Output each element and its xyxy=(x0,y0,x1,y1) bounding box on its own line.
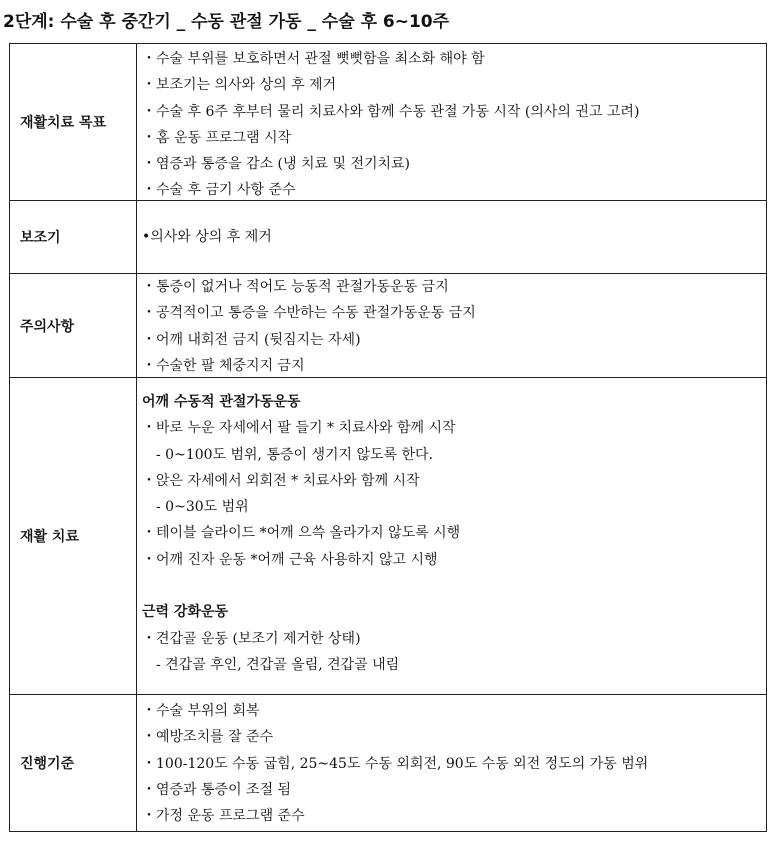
list-item: ・테이블 슬라이드 *어깨 으쓱 올라가지 않도록 시행 xyxy=(142,525,461,542)
list-item: ・공격적이고 통증을 수반하는 수동 관절가동운동 금지 xyxy=(142,305,476,322)
list-item: ・바로 누운 자세에서 팔 들기 * 치료사와 함께 시작 xyxy=(142,420,456,437)
list-item: ・예방조치를 잘 준수 xyxy=(142,729,274,746)
list-item: ・홈 운동 프로그램 시작 xyxy=(142,129,292,146)
table-row-precautions xyxy=(10,274,766,378)
section-heading-passive-rom: 어깨 수동적 관절가동운동 xyxy=(142,394,301,410)
row-content-criteria xyxy=(137,695,766,831)
list-item: ・수술한 팔 체중지지 금지 xyxy=(142,357,305,374)
row-label-brace: 보조기 xyxy=(10,201,137,273)
row-label-precautions: 주의사항 xyxy=(10,274,137,377)
list-subitem: - 견갑골 후인, 견갑골 올림, 견갑골 내림 xyxy=(156,656,400,673)
table-row-brace xyxy=(10,201,766,274)
list-item: ・보조기는 의사와 상의 후 제거 xyxy=(142,77,337,94)
spacer xyxy=(142,573,766,599)
list-item: ・어깨 진자 운동 *어깨 근육 사용하지 않고 시행 xyxy=(142,551,438,568)
row-content-treatment xyxy=(137,378,766,694)
section-heading-strengthening: 근력 강화운동 xyxy=(142,604,229,621)
list-subitem: - 0~30도 범위 xyxy=(156,499,249,516)
table-row-criteria xyxy=(10,695,766,832)
list-item: ・100-120도 수동 굽힘, 25~45도 수동 외회전, 90도 수동 외전 정도의 가동 범위 xyxy=(142,755,649,772)
row-content-precautions xyxy=(137,274,766,377)
list-item: ・염증과 통증을 감소 (냉 치료 및 전기치료) xyxy=(142,156,411,173)
list-item: ・앉은 자세에서 외회전 * 치료사와 함께 시작 xyxy=(142,472,420,489)
list-item: ・수술 부위를 보호하면서 관절 뻣뻣함을 최소화 해야 함 xyxy=(142,51,485,67)
page-title: 2단계: 수술 후 중간기 _ 수동 관절 가동 _ 수술 후 6~10주 xyxy=(3,12,450,32)
row-label-criteria: 진행기준 xyxy=(10,695,137,831)
list-item: ・어깨 내회전 금지 (뒷짐지는 자세) xyxy=(142,331,361,348)
row-label-goals: 재활치료 목표 xyxy=(10,44,137,200)
row-label-treatment: 재활 치료 xyxy=(10,378,137,694)
rehab-table xyxy=(9,43,767,832)
list-item: ・염증과 통증이 조절 됨 xyxy=(142,781,292,798)
row-content-brace xyxy=(137,201,766,273)
list-item: •의사와 상의 후 제거 xyxy=(142,228,272,245)
table-row-treatment xyxy=(10,378,766,695)
list-item: ・가정 운동 프로그램 준수 xyxy=(142,808,305,825)
list-subitem: - 0~100도 범위, 통증이 생기지 않도록 한다. xyxy=(156,446,434,463)
list-item: ・수술 후 6주 후부터 물리 치료사와 함께 수동 관절 가동 시작 (의사의 권고 고려) xyxy=(142,103,640,120)
row-content-goals xyxy=(137,44,766,200)
table-row-goals xyxy=(10,44,766,201)
list-item: ・수술 부위의 회복 xyxy=(142,703,260,719)
list-item: ・통증이 없거나 적어도 능동적 관절가동운동 금지 xyxy=(142,279,449,295)
list-item: ・수술 후 금기 사항 준수 xyxy=(142,182,296,199)
list-item: ・견갑골 운동 (보조기 제거한 상태) xyxy=(142,630,361,647)
